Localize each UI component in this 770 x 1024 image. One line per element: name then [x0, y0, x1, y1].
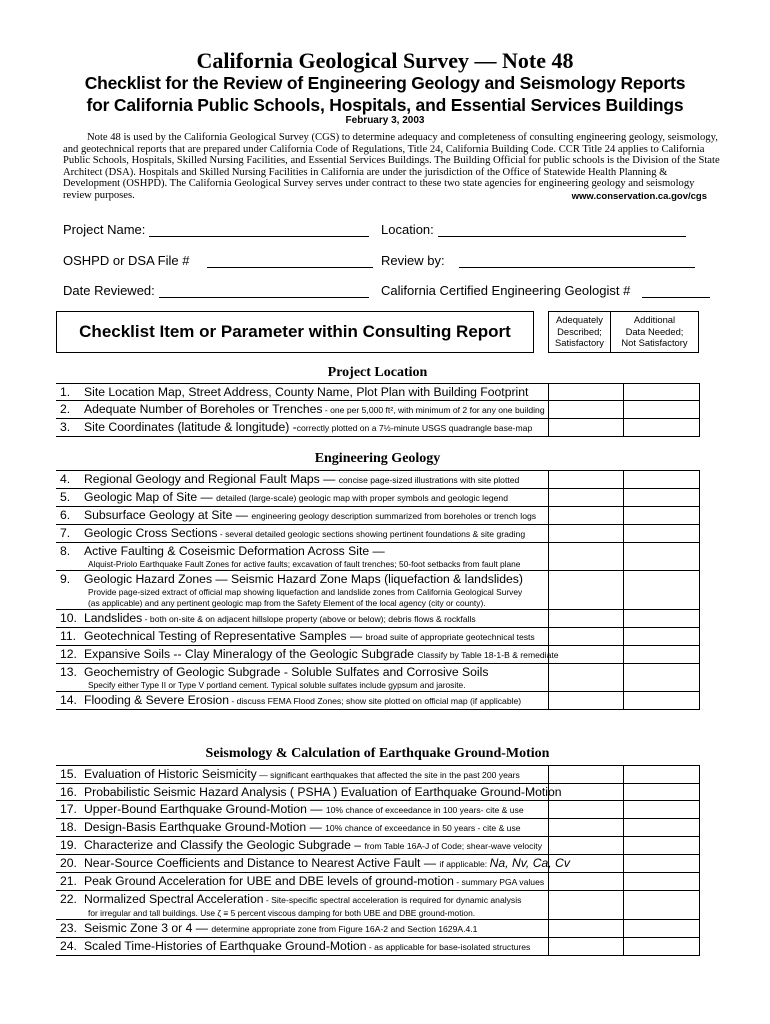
item-number: 15. [60, 767, 77, 781]
item-text: Scaled Time-Histories of Earthquake Ground-Motion [84, 939, 367, 953]
not-satisfactory-column-header [611, 311, 699, 353]
not-satisfactory-checkbox[interactable] [624, 664, 700, 691]
project-name-field[interactable] [63, 222, 369, 237]
not-satisfactory-checkbox[interactable] [624, 507, 700, 524]
col1-line3: Satisfactory [555, 337, 604, 348]
item-text: Design-Basis Earthquake Ground-Motion — [84, 820, 326, 834]
satisfactory-checkbox[interactable] [548, 543, 624, 570]
not-satisfactory-checkbox[interactable] [624, 891, 700, 919]
col2-line3: Not Satisfactory [621, 337, 688, 348]
file-number-label: OSHPD or DSA File # [63, 253, 190, 268]
satisfactory-checkbox[interactable] [548, 525, 624, 542]
item-note: - several detailed geologic sections showing pertinent foundations & site grading [217, 529, 526, 539]
location-table [56, 383, 700, 437]
satisfactory-checkbox[interactable] [548, 784, 624, 800]
table-row [56, 401, 700, 419]
satisfactory-checkbox[interactable] [548, 819, 624, 836]
item-text: Landslides [84, 611, 143, 625]
item-note: concise page-sized illustrations with site plotted [338, 475, 520, 485]
item-number: 12. [60, 647, 77, 661]
date-reviewed-label: Date Reviewed: [63, 283, 155, 298]
not-satisfactory-checkbox[interactable] [624, 525, 700, 542]
satisfactory-checkbox[interactable] [548, 891, 624, 919]
item-number: 7. [60, 526, 71, 540]
section-heading-geology: Engineering Geology [314, 451, 441, 466]
table-row [56, 920, 700, 938]
item-number: 24. [60, 939, 77, 953]
not-satisfactory-checkbox[interactable] [624, 766, 700, 783]
date-reviewed-field[interactable] [63, 283, 369, 298]
item-number: 19. [60, 838, 77, 852]
checklist-header-box [56, 311, 534, 353]
table-row [56, 664, 700, 692]
location-line[interactable] [438, 223, 686, 237]
satisfactory-checkbox[interactable] [548, 855, 624, 872]
review-by-label: Review by: [381, 253, 445, 268]
date-reviewed-line[interactable] [159, 284, 369, 298]
website-link[interactable]: www.conservation.ca.gov/cgs [571, 190, 707, 202]
satisfactory-checkbox[interactable] [548, 837, 624, 854]
item-text: Geotechnical Testing of Representative Samples — [84, 629, 366, 643]
item-number: 14. [60, 693, 77, 707]
item-note: - discuss FEMA Flood Zones; show site plotted on official map (if applicable) [228, 696, 522, 706]
item-note: broad suite of appropriate geotechnical tests [365, 632, 535, 642]
satisfactory-checkbox[interactable] [548, 692, 624, 709]
item-text: Geologic Hazard Zones — Seismic Hazard Zone Maps (liquefaction & landslides) [84, 572, 523, 586]
satisfactory-checkbox[interactable] [548, 920, 624, 937]
item-note: if applicable: [439, 859, 490, 869]
table-row [56, 873, 700, 891]
not-satisfactory-checkbox[interactable] [624, 801, 700, 818]
subtitle-line-1: Checklist for the Review of Engineering Geology and Seismology Reports [84, 73, 686, 93]
table-row [56, 383, 700, 401]
item-number: 11. [60, 629, 77, 643]
table-row [56, 628, 700, 646]
item-text: Regional Geology and Regional Fault Maps — [84, 472, 339, 486]
section-heading-location: Project Location [327, 365, 428, 380]
intro-text: Note 48 is used by the California Geological Survey (CGS) to determine adequacy and completeness of consulting engineering geology, seismology, and geotechnical reports that are prepared under California Code of Regulations, Title 24, California Building Code. CCR Title 24 applies to California Public Schools, Hospitals, Skilled Nursing Facilities, and Essential Services Buildings. The Building Official for public schools is the Division of the State Architect (DSA). Hospitals and Skilled Nursing Facilities in California are under the jurisdiction of the Office of Statewide Health Planning & Development (OSHPD). The California Geological Survey serves under contract to these two state agencies for engineering geology and seismology review purposes. [63, 132, 720, 201]
item-subtext: Provide page-sized extract of official map showing liquefaction and landslide zones from California Geological Survey [88, 587, 523, 597]
not-satisfactory-checkbox[interactable] [624, 571, 700, 609]
not-satisfactory-checkbox[interactable] [624, 837, 700, 854]
not-satisfactory-checkbox[interactable] [624, 489, 700, 506]
review-by-field[interactable] [381, 253, 695, 268]
item-text: Geologic Map of Site — [84, 490, 217, 504]
item-number: 5. [60, 490, 71, 504]
subtitle-line-2: for California Public Schools, Hospitals, and Essential Services Buildings [86, 95, 684, 115]
table-row [56, 692, 700, 710]
item-text: Upper-Bound Earthquake Ground-Motion — [84, 802, 326, 816]
satisfactory-checkbox[interactable] [548, 471, 624, 488]
table-row [56, 470, 700, 489]
item-number: 4. [60, 472, 71, 486]
not-satisfactory-checkbox[interactable] [624, 610, 700, 627]
not-satisfactory-checkbox[interactable] [624, 873, 700, 890]
item-note: - summary PGA values [453, 877, 545, 887]
file-number-field[interactable] [63, 253, 373, 268]
item-number: 1. [60, 385, 71, 399]
table-row [56, 507, 700, 525]
table-row [56, 419, 700, 437]
item-text: Evaluation of Historic Seismicity [84, 767, 257, 781]
item-note: - both on-site & on adjacent hillslope property (above or below); debris flows & rockfalls [142, 614, 476, 624]
satisfactory-checkbox[interactable] [548, 419, 624, 436]
item-note: - one per 5,000 ft², with minimum of 2 for any one building [322, 405, 545, 415]
not-satisfactory-checkbox[interactable] [624, 419, 700, 436]
satisfactory-checkbox[interactable] [548, 571, 624, 609]
table-row [56, 525, 700, 543]
not-satisfactory-checkbox[interactable] [624, 920, 700, 937]
not-satisfactory-checkbox[interactable] [624, 692, 700, 709]
item-text: Site Location Map, Street Address, County Name, Plot Plan with Building Footprint [84, 385, 529, 399]
table-row [56, 855, 700, 873]
satisfactory-checkbox[interactable] [548, 664, 624, 691]
satisfactory-column-header [548, 311, 611, 353]
item-subtext: Specify either Type II or Type V portland cement. Typical soluble sulfates include gypsum and jarosite. [88, 680, 466, 690]
item-number: 8. [60, 544, 71, 558]
item-number: 17. [60, 802, 77, 816]
col1-line2: Described; [557, 325, 602, 337]
item-number: 9. [60, 572, 71, 586]
satisfactory-checkbox[interactable] [548, 766, 624, 783]
item-number: 2. [60, 402, 71, 416]
item-text: Seismic Zone 3 or 4 — [84, 921, 212, 935]
item-number: 23. [60, 921, 77, 935]
item-number: 18. [60, 820, 77, 834]
item-text: Geochemistry of Geologic Subgrade - Soluble Sulfates and Corrosive Soils [84, 665, 489, 679]
table-row [56, 765, 700, 784]
project-name-label: Project Name: [63, 222, 146, 237]
item-coefficients: Na, Nv, Ca, Cv [489, 856, 570, 870]
item-number: 3. [60, 420, 71, 434]
geologist-field[interactable] [381, 283, 710, 298]
item-text: Site Coordinates (latitude & longitude) - [84, 420, 297, 434]
item-number: 10. [60, 611, 77, 625]
item-text: Flooding & Severe Erosion [84, 693, 229, 707]
item-text: Adequate Number of Boreholes or Trenches [84, 402, 323, 416]
not-satisfactory-checkbox[interactable] [624, 384, 700, 400]
item-note: — significant earthquakes that affected the site in the past 200 years [256, 770, 520, 780]
table-row [56, 571, 700, 610]
item-note: detailed (large-scale) geologic map with proper symbols and geologic legend [216, 493, 508, 503]
geologist-label: California Certified Engineering Geologist # [381, 283, 631, 298]
satisfactory-checkbox[interactable] [548, 384, 624, 400]
not-satisfactory-checkbox[interactable] [624, 819, 700, 836]
table-row [56, 646, 700, 664]
table-row [56, 489, 700, 507]
table-row [56, 543, 700, 571]
table-row [56, 938, 700, 956]
item-text: Near-Source Coefficients and Distance to Nearest Active Fault — [84, 856, 440, 870]
satisfactory-checkbox[interactable] [548, 507, 624, 524]
seismology-table [56, 765, 700, 956]
item-text: Probabilistic Seismic Hazard Analysis ( PSHA ) Evaluation of Earthquake Ground-Motion [84, 785, 562, 799]
project-name-line[interactable] [149, 223, 369, 237]
table-row [56, 610, 700, 628]
item-text: Active Faulting & Coseismic Deformation Across Site — [84, 544, 385, 558]
page-title: California Geological Survey — Note 48 [196, 48, 574, 73]
file-number-line[interactable] [207, 254, 373, 268]
satisfactory-checkbox[interactable] [548, 489, 624, 506]
item-subtext: Alquist-Priolo Earthquake Fault Zones for active faults; excavation of fault trenches; 50-foot setbacks from fault plane [88, 559, 521, 569]
table-row [56, 837, 700, 855]
item-subtext: (as applicable) and any pertinent geologic map from the Safety Element of the local agency (city or county). [88, 598, 486, 608]
satisfactory-checkbox[interactable] [548, 938, 624, 955]
satisfactory-checkbox[interactable] [548, 873, 624, 890]
not-satisfactory-checkbox[interactable] [624, 784, 700, 800]
satisfactory-checkbox[interactable] [548, 610, 624, 627]
document-date: February 3, 2003 [345, 115, 425, 126]
location-field[interactable] [381, 222, 686, 237]
item-number: 20. [60, 856, 77, 870]
table-row [56, 801, 700, 819]
satisfactory-checkbox[interactable] [548, 646, 624, 663]
not-satisfactory-checkbox[interactable] [624, 855, 700, 872]
checklist-header-label: Checklist Item or Parameter within Consulting Report [79, 322, 511, 341]
item-subtext: for irregular and tall buildings. Use ζ ≡ 5 percent viscous damping for both UBE and DBE ground-motion. [88, 908, 476, 918]
review-by-line[interactable] [459, 254, 695, 268]
not-satisfactory-checkbox[interactable] [624, 938, 700, 955]
item-number: 16. [60, 785, 77, 799]
col2-line2: Data Needed; [625, 325, 684, 337]
item-number: 6. [60, 508, 71, 522]
col1-line1: Adequately [556, 314, 603, 325]
not-satisfactory-checkbox[interactable] [624, 471, 700, 488]
item-note: - as applicable for base-isolated structures [366, 942, 531, 952]
item-text: Expansive Soils -- Clay Mineralogy of the Geologic Subgrade [84, 647, 418, 661]
table-row [56, 784, 700, 801]
item-note: 10% chance of exceedance in 50 years - cite & use [325, 823, 521, 833]
satisfactory-checkbox[interactable] [548, 628, 624, 645]
item-note: Classify by Table 18-1-B & remediate [417, 650, 559, 660]
item-note: engineering geology description summarized from boreholes or trench logs [251, 511, 537, 521]
section-heading-seismology: Seismology & Calculation of Earthquake Ground-Motion [205, 746, 550, 761]
geology-table [56, 470, 700, 710]
not-satisfactory-checkbox[interactable] [624, 628, 700, 645]
not-satisfactory-checkbox[interactable] [624, 543, 700, 570]
item-text: Normalized Spectral Acceleration [84, 892, 264, 906]
item-number: 21. [60, 874, 77, 888]
location-label: Location: [381, 222, 434, 237]
item-note: 10% chance of exceedance in 100 years- cite & use [325, 805, 524, 815]
item-text: Characterize and Classify the Geologic Subgrade – [84, 838, 365, 852]
item-note: - Site-specific spectral acceleration is required for dynamic analysis [263, 895, 522, 905]
not-satisfactory-checkbox[interactable] [624, 401, 700, 418]
item-number: 13. [60, 665, 77, 679]
satisfactory-checkbox[interactable] [548, 801, 624, 818]
item-note: from Table 16A-J of Code; shear-wave velocity [364, 841, 542, 851]
item-note: correctly plotted on a 7½-minute USGS quadrangle base-map [296, 423, 533, 433]
satisfactory-checkbox[interactable] [548, 401, 624, 418]
table-row [56, 891, 700, 920]
table-row [56, 819, 700, 837]
item-text: Subsurface Geology at Site — [84, 508, 252, 522]
geologist-line[interactable] [642, 284, 710, 298]
not-satisfactory-checkbox[interactable] [624, 646, 700, 663]
item-number: 22. [60, 892, 77, 906]
col2-line1: Additional [633, 314, 676, 325]
item-text: Geologic Cross Sections [84, 526, 218, 540]
item-note: determine appropriate zone from Figure 16A-2 and Section 1629A.4.1 [211, 924, 478, 934]
intro-paragraph [63, 132, 723, 202]
item-text: Peak Ground Acceleration for UBE and DBE levels of ground-motion [84, 874, 454, 888]
